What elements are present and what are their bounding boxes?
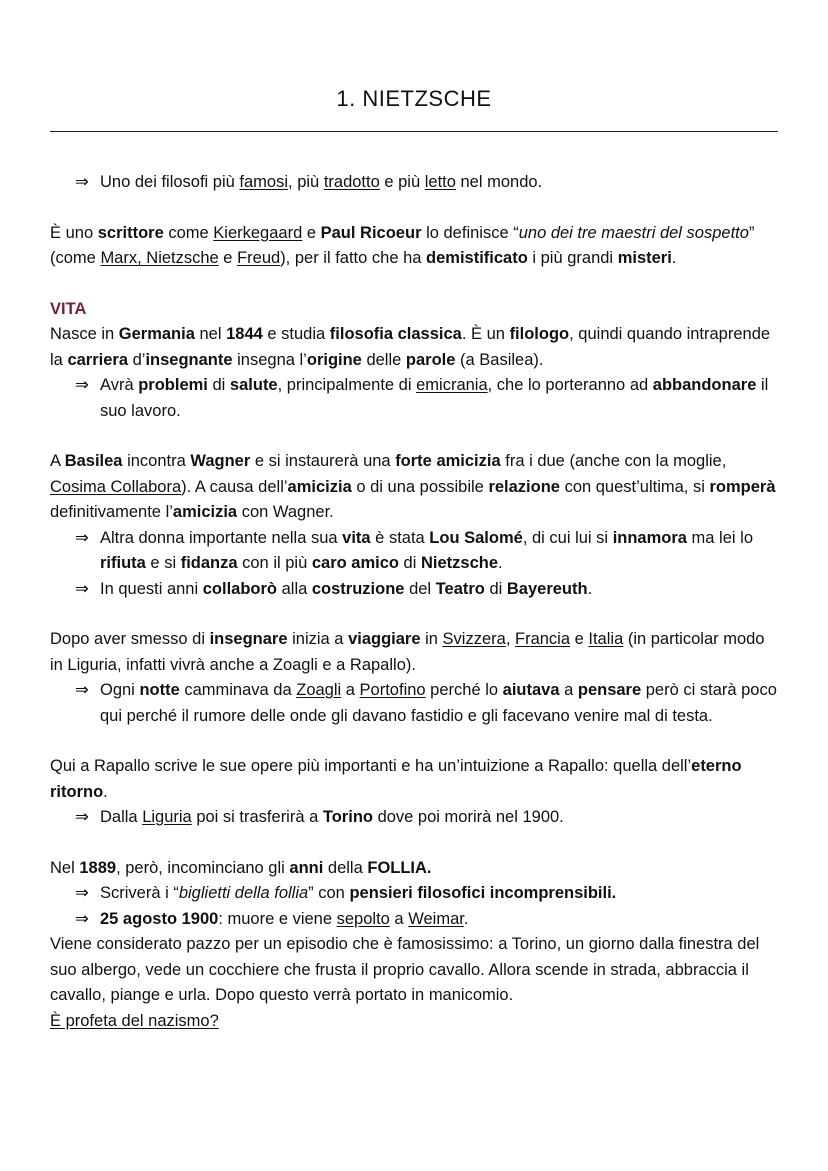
arrow-icon: ⇒	[75, 808, 89, 826]
paragraph-viaggi: Dopo aver smesso di insegnare inizia a viaggiare in Svizzera, Francia e Italia (in particolar modo in Liguria, infatti vivrà anche a Zoagli e a Rapallo).	[50, 630, 765, 674]
arrow-icon: ⇒	[75, 909, 89, 928]
paragraph-follia: Nel 1889, però, incominciano gli anni della FOLLIA.	[50, 858, 432, 877]
document-body	[50, 170, 780, 1034]
title-divider	[50, 131, 778, 132]
paragraph-scrittore: È uno scrittore come Kierkegaard e Paul Ricoeur lo definisce “uno dei tre maestri del sospetto” (come Marx, Nietzsche e Freud), per il fatto che ha demistificato i più grandi misteri.	[50, 223, 755, 267]
bullet-text: Scriverà i “biglietti della follia” con pensieri filosofici incomprensibili.	[100, 884, 617, 902]
bullet-text: Dalla Liguria poi si trasferirà a Torino dove poi morirà nel 1900.	[100, 808, 564, 826]
bullet-text: Altra donna importante nella sua vita è stata Lou Salomé, di cui lui si innamora ma lei lo rifiuta e si fidanza con il più caro amico di Nietzsche.	[100, 528, 753, 572]
question-line: È profeta del nazismo?	[50, 1011, 219, 1030]
bullet-biglietti	[50, 881, 780, 907]
arrow-icon: ⇒	[75, 528, 89, 547]
bullet-morte	[50, 907, 780, 933]
arrow-icon: ⇒	[75, 579, 89, 598]
bullet-torino	[50, 805, 780, 831]
paragraph-rapallo: Qui a Rapallo scrive le sue opere più importanti e ha un’intuizione a Rapallo: quella dell’eterno ritorno.	[50, 757, 742, 801]
paragraph-basilea: A Basilea incontra Wagner e si instaurerà una forte amicizia fra i due (anche con la moglie, Cosima Collabora). A causa dell’amicizia o di una possibile relazione con quest’ultima, si romperà definitivamente l’amicizia con Wagner.	[50, 452, 776, 521]
bullet-teatro	[50, 577, 780, 603]
arrow-icon: ⇒	[75, 173, 89, 191]
bullet-notte	[50, 678, 780, 729]
bullet-lou-salome	[50, 526, 780, 577]
bullet-text: In questi anni collaborò alla costruzione del Teatro di Bayereuth.	[100, 579, 593, 598]
section-heading-vita: VITA	[50, 299, 87, 318]
page-title: 1. NIETZSCHE	[336, 86, 492, 111]
bullet-text: 25 agosto 1900: muore e viene sepolto a Weimar.	[100, 909, 469, 928]
arrow-icon: ⇒	[75, 884, 89, 902]
bullet-salute	[50, 373, 780, 424]
bullet-text: Uno dei filosofi più famosi, più tradotto e più letto nel mondo.	[100, 173, 543, 191]
paragraph-nascita: Nasce in Germania nel 1844 e studia filosofia classica. È un filologo, quindi quando intraprende la carriera d’insegnante insegna l’origine delle parole (a Basilea).	[50, 325, 771, 369]
arrow-icon: ⇒	[75, 376, 89, 394]
bullet-text: Avrà problemi di salute, principalmente di emicrania, che lo porteranno ad abbandonare il suo lavoro.	[100, 376, 769, 420]
paragraph-episodio: Viene considerato pazzo per un episodio che è famosissimo: a Torino, un giorno dalla finestra del suo albergo, vede un cocchiere che frusta il proprio cavallo. Allora scende in strada, abbraccia il cavallo, piange e urla. Dopo questo verrà portato in manicomio.	[50, 935, 760, 1004]
arrow-icon: ⇒	[75, 681, 89, 699]
intro-bullet	[50, 170, 780, 196]
bullet-text: Ogni notte camminava da Zoagli a Portofino perché lo aiutava a pensare però ci starà poco qui perché il rumore delle onde gli davano fastidio e gli facevano venire mal di testa.	[100, 681, 777, 725]
